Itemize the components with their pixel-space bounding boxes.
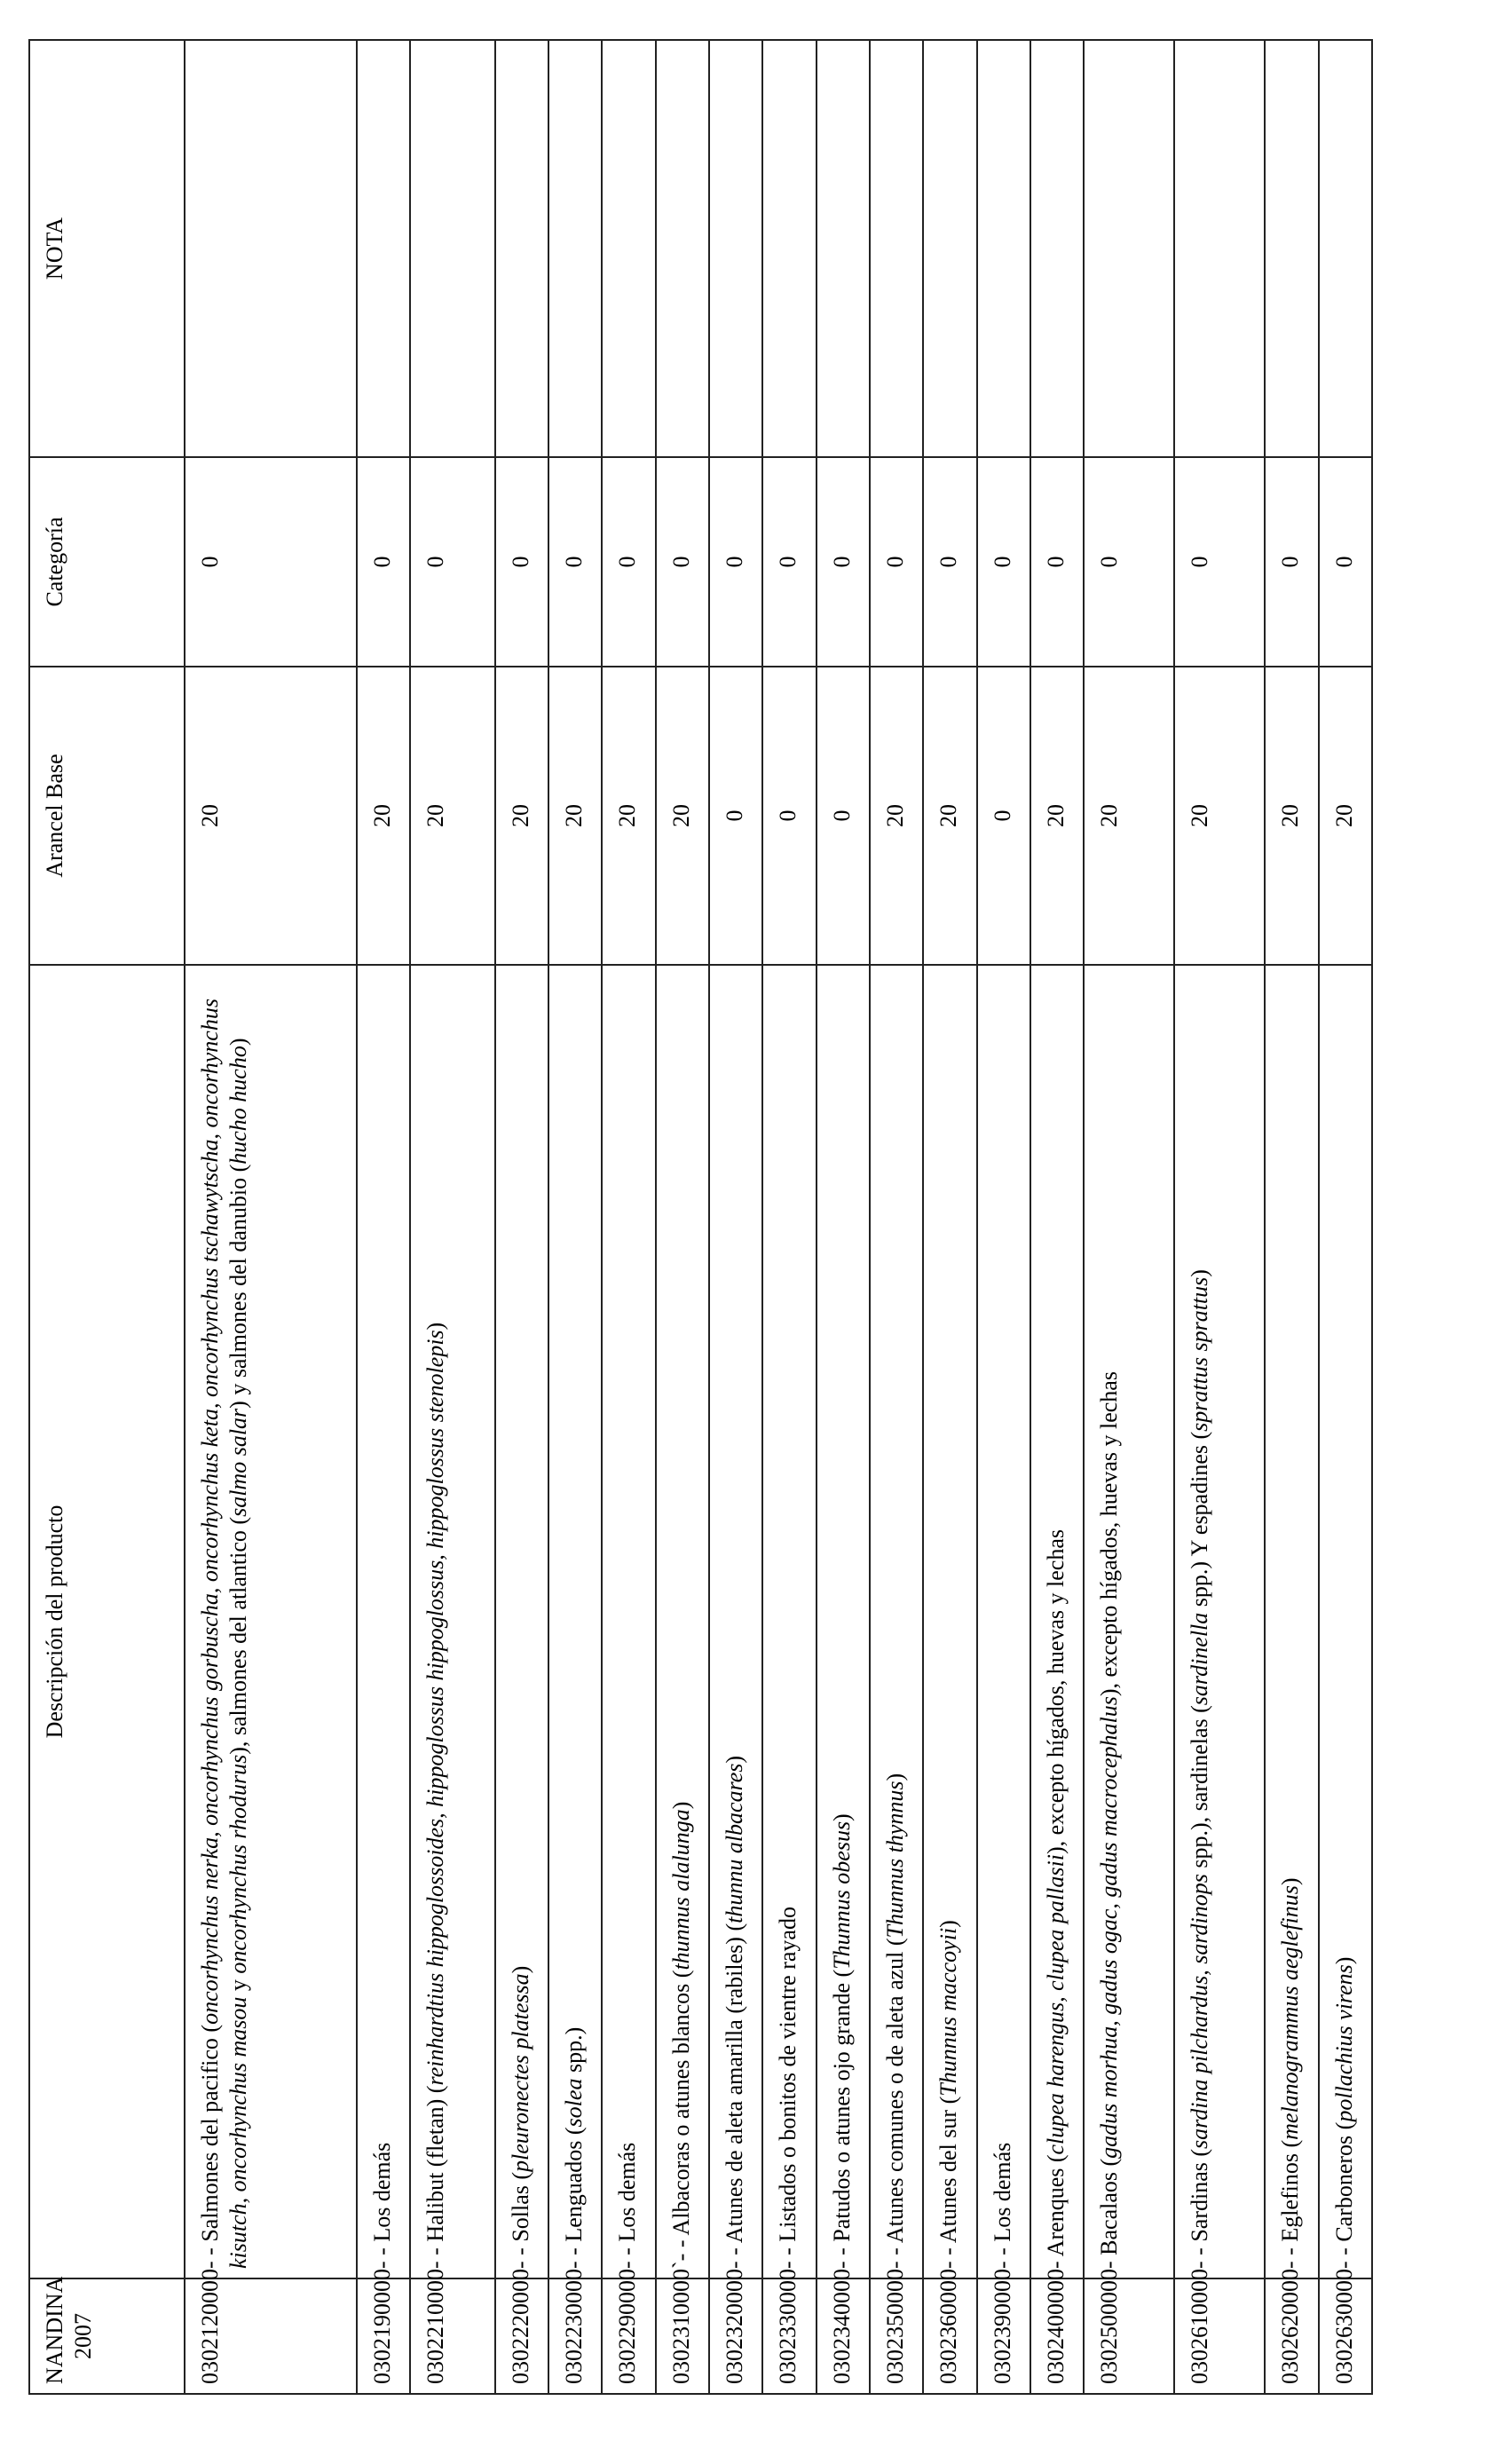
table-row (1084, 40, 1174, 2394)
cell-nandina-code: 0302360000 (923, 2278, 976, 2394)
table-row (1174, 40, 1265, 2394)
cell-nota (870, 40, 923, 457)
cell-nota (495, 40, 548, 457)
cell-descripcion (923, 965, 976, 2278)
table-body (185, 40, 1372, 2394)
cell-categoria: 0 (1319, 457, 1372, 667)
cell-nandina-code: 0302230000 (548, 2278, 602, 2394)
cell-arancel-base: 0 (817, 667, 870, 965)
table-row (410, 40, 495, 2394)
cell-categoria: 0 (1265, 457, 1318, 667)
cell-arancel-base: 20 (1319, 667, 1372, 965)
cell-nandina-code: 0302630000 (1319, 2278, 1372, 2394)
cell-arancel-base: 20 (870, 667, 923, 965)
description-text: - - Salmones del pacifico (oncorhynchus nerka, oncorhynchus gorbuscha, oncorhynchus keta, oncorhynchus tschawytscha, oncorhynchus kisutch, oncorhynchus masou y oncorhynchus rhodurus), salmones del atlantico (salmo salar) y salmones del danubio (hucho hucho) (197, 992, 251, 2269)
description-text: - - Atunes del sur (Thunnus maccoyii) (935, 1920, 962, 2269)
cell-nandina-code: 0302290000 (602, 2278, 655, 2394)
description-text: - - Los demás (614, 2142, 641, 2269)
table-row (656, 40, 709, 2394)
table-row (1319, 40, 1372, 2394)
cell-nota (1265, 40, 1318, 457)
header-nota: NOTA (29, 40, 185, 457)
table-row (357, 40, 410, 2394)
cell-nota (709, 40, 762, 457)
cell-arancel-base: 20 (656, 667, 709, 965)
cell-descripcion (185, 965, 357, 2278)
cell-categoria: 0 (817, 457, 870, 667)
table-row (817, 40, 870, 2394)
cell-descripcion (656, 965, 709, 2278)
cell-categoria: 0 (495, 457, 548, 667)
cell-categoria: 0 (870, 457, 923, 667)
description-text: - - Atunes de aleta amarilla (rabiles) (thunnu albacares) (721, 1755, 747, 2269)
cell-descripcion (762, 965, 816, 2278)
cell-nota (1319, 40, 1372, 457)
table-row (762, 40, 816, 2394)
cell-arancel-base: 20 (410, 667, 495, 965)
cell-nandina-code: 0302390000 (977, 2278, 1030, 2394)
description-text: - Bacalaos (gadus morhua, gadus ogac, gadus macrocephalus), excepto hígados, huevas y lechas (1096, 1371, 1123, 2269)
cell-descripcion (495, 965, 548, 2278)
cell-nota (185, 40, 357, 457)
cell-categoria: 0 (1030, 457, 1084, 667)
cell-descripcion (1174, 965, 1265, 2278)
cell-nandina-code: 0302330000 (762, 2278, 816, 2394)
cell-descripcion (817, 965, 870, 2278)
cell-arancel-base: 0 (977, 667, 1030, 965)
cell-nota (1084, 40, 1174, 457)
cell-arancel-base: 20 (1030, 667, 1084, 965)
cell-arancel-base: 20 (1174, 667, 1265, 965)
description-text: - - Eglefinos (melanogrammus aeglefinus) (1277, 1877, 1304, 2269)
description-text: - Arenques (clupea harengus, clupea pallasii), excepto hígados, huevas y lechas (1043, 1529, 1069, 2269)
table-row (548, 40, 602, 2394)
cell-categoria: 0 (923, 457, 976, 667)
cell-descripcion (977, 965, 1030, 2278)
cell-arancel-base: 20 (495, 667, 548, 965)
cell-nandina-code: 0302120000 (185, 2278, 357, 2394)
cell-nota (656, 40, 709, 457)
cell-nota (762, 40, 816, 457)
header-row (29, 40, 185, 2394)
cell-arancel-base: 20 (923, 667, 976, 965)
cell-nandina-code: 0302210000 (410, 2278, 495, 2394)
description-text: - - Carboneros (pollachius virens) (1330, 1956, 1357, 2269)
description-text: - - Patudos o atunes ojo grande (Thunnus obesus) (828, 1813, 855, 2269)
cell-arancel-base: 20 (185, 667, 357, 965)
cell-arancel-base: 20 (357, 667, 410, 965)
cell-nota (602, 40, 655, 457)
cell-nota (548, 40, 602, 457)
cell-categoria: 0 (1084, 457, 1174, 667)
header-descripcion: Descripción del producto (29, 965, 185, 2278)
cell-descripcion (1265, 965, 1318, 2278)
tariff-table (28, 39, 1373, 2395)
cell-nandina-code: 0302500000 (1084, 2278, 1174, 2394)
cell-categoria: 0 (656, 457, 709, 667)
cell-arancel-base: 20 (1265, 667, 1318, 965)
description-text: `- - Albacoras o atunes blancos (thunnus alalunga) (667, 1801, 694, 2269)
cell-categoria: 0 (602, 457, 655, 667)
header-nandina: NANDINA 2007 (29, 2278, 185, 2394)
cell-nandina-code: 0302190000 (357, 2278, 410, 2394)
cell-nota (1174, 40, 1265, 457)
table-row (1265, 40, 1318, 2394)
cell-nota (923, 40, 976, 457)
table-row (977, 40, 1030, 2394)
cell-nandina-code: 0302320000 (709, 2278, 762, 2394)
cell-categoria: 0 (410, 457, 495, 667)
cell-arancel-base: 20 (548, 667, 602, 965)
cell-nandina-code: 0302220000 (495, 2278, 548, 2394)
cell-descripcion (357, 965, 410, 2278)
cell-nota (977, 40, 1030, 457)
cell-categoria: 0 (1174, 457, 1265, 667)
description-text: - - Halibut (fletan) (reinhardtius hippoglossoides, hippoglossus hippoglossus, hippoglossus stenolepis) (422, 1322, 448, 2269)
cell-descripcion (1030, 965, 1084, 2278)
cell-nandina-code: 0302610000 (1174, 2278, 1265, 2394)
description-text: - - Lenguados (solea spp.) (560, 2026, 587, 2269)
cell-nandina-code: 0302310000 (656, 2278, 709, 2394)
description-text: - - Atunes comunes o de aleta azul (Thunnus thynnus) (881, 1773, 908, 2269)
rotated-page (28, 41, 1373, 2395)
cell-arancel-base: 0 (709, 667, 762, 965)
cell-nandina-code: 0302620000 (1265, 2278, 1318, 2394)
description-text: - - Sardinas (sardina pilchardus, sardinops spp.), sardinelas (sardinella spp.) Y espadines (sprattus sprattus) (1187, 1269, 1213, 2269)
cell-arancel-base: 20 (1084, 667, 1174, 965)
table-row (870, 40, 923, 2394)
cell-descripcion (548, 965, 602, 2278)
description-text: - - Los demás (368, 2142, 395, 2269)
cell-categoria: 0 (357, 457, 410, 667)
cell-nandina-code: 0302400000 (1030, 2278, 1084, 2394)
cell-descripcion (410, 965, 495, 2278)
cell-descripcion (870, 965, 923, 2278)
cell-nota (817, 40, 870, 457)
cell-descripcion (1319, 965, 1372, 2278)
cell-nota (410, 40, 495, 457)
table-row (709, 40, 762, 2394)
table-row (602, 40, 655, 2394)
cell-categoria: 0 (762, 457, 816, 667)
cell-nandina-code: 0302350000 (870, 2278, 923, 2394)
table-row (185, 40, 357, 2394)
cell-categoria: 0 (548, 457, 602, 667)
cell-descripcion (1084, 965, 1174, 2278)
header-categoria: Categoría (29, 457, 185, 667)
cell-nota (357, 40, 410, 457)
cell-nandina-code: 0302340000 (817, 2278, 870, 2394)
table-row (1030, 40, 1084, 2394)
cell-descripcion (709, 965, 762, 2278)
cell-nota (1030, 40, 1084, 457)
cell-arancel-base: 0 (762, 667, 816, 965)
cell-categoria: 0 (977, 457, 1030, 667)
description-text: - - Sollas (pleuronectes platessa) (507, 1965, 533, 2269)
cell-categoria: 0 (709, 457, 762, 667)
description-text: - - Listados o bonitos de vientre rayado (775, 1907, 801, 2269)
description-text: - - Los demás (989, 2142, 1015, 2269)
cell-arancel-base: 20 (602, 667, 655, 965)
header-arancel: Arancel Base (29, 667, 185, 965)
table-row (923, 40, 976, 2394)
cell-descripcion (602, 965, 655, 2278)
cell-categoria: 0 (185, 457, 357, 667)
table-row (495, 40, 548, 2394)
